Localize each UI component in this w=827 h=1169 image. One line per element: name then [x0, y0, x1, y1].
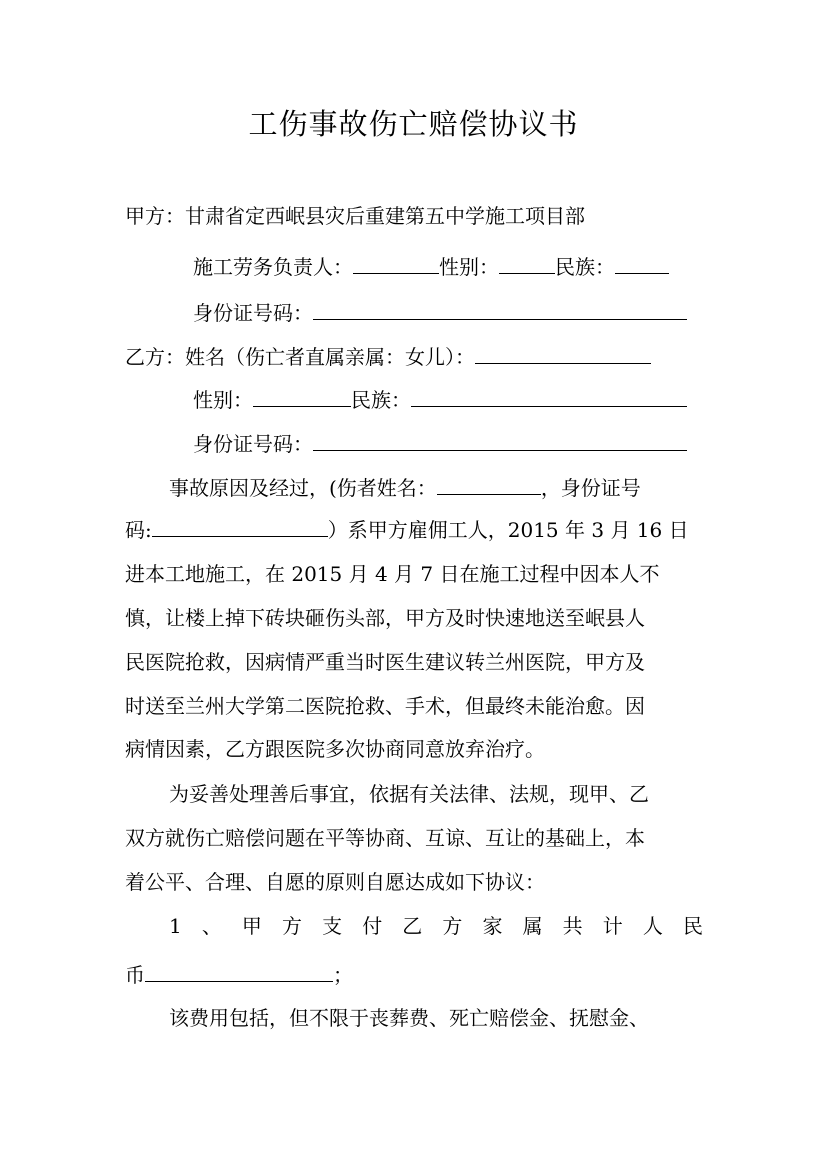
party-b-gender-blank[interactable]	[253, 384, 351, 407]
party-a-gender-blank[interactable]	[499, 251, 555, 274]
party-b-gender-line	[193, 384, 687, 414]
party-a-id-line	[193, 297, 687, 327]
clause-char: 1	[169, 914, 182, 938]
clause-char: 、	[201, 914, 222, 938]
party-a-ethnicity-label: 民族：	[555, 255, 615, 279]
accident-line-4: 慎，让楼上掉下砖块砸伤头部，甲方及时快速地送至岷县人	[125, 606, 645, 630]
party-b-ethnicity-label: 民族：	[351, 388, 411, 412]
clause-1-line-3: 该费用包括，但不限于丧葬费、死亡赔偿金、抚慰金、	[169, 1006, 649, 1030]
party-b-id-line	[193, 428, 687, 458]
clause-char: 共	[562, 914, 583, 938]
party-a-ethnicity-blank[interactable]	[615, 251, 669, 274]
clause-char: 人	[642, 914, 663, 938]
accident-line-6: 时送至兰州大学第二医院抢救、手术，但最终未能治愈。因	[125, 694, 645, 718]
labor-head-blank[interactable]	[353, 251, 439, 274]
accident-line-7: 病情因素，乙方跟医院多次协商同意放弃治疗。	[125, 737, 545, 761]
clause-text: 币	[125, 963, 145, 987]
document-title: 工伤事故伤亡赔偿协议书	[248, 107, 579, 141]
party-a-id-blank[interactable]	[313, 297, 687, 320]
accident-line-3: 进本工地施工，在 2015 月 4 月 7 日在施工过程中因本人不	[125, 562, 660, 586]
party-a-labor-head-line	[193, 251, 669, 281]
clause-char: 民	[682, 914, 703, 938]
party-a-line	[125, 202, 585, 230]
clause-1-line-2	[125, 959, 353, 989]
accident-text: ，身份证号	[540, 476, 641, 500]
party-a-label: 甲方：	[125, 204, 185, 228]
party-a-id-label: 身份证号码：	[193, 301, 313, 325]
injured-id-blank[interactable]	[152, 514, 328, 537]
clause-char: 计	[602, 914, 623, 938]
clause-char: 家	[482, 914, 503, 938]
purpose-line-1: 为妥善处理善后事宜，依据有关法律、法规，现甲、乙	[169, 782, 649, 806]
compensation-amount-blank[interactable]	[145, 959, 333, 982]
clause-char: 支	[322, 914, 343, 938]
clause-char: 方	[282, 914, 303, 938]
labor-head-label: 施工劳务负责人：	[193, 255, 353, 279]
clause-char: 甲	[241, 914, 262, 938]
clause-1-line-1	[169, 912, 703, 940]
accident-line-1	[169, 472, 641, 502]
accident-text: 码:	[125, 518, 152, 542]
party-b-name-label: 姓名（伤亡者直属亲属：女儿）：	[185, 345, 475, 369]
party-b-gender-label: 性别：	[193, 388, 253, 412]
injured-name-blank[interactable]	[437, 472, 541, 495]
accident-line-5: 民医院抢救，因病情严重当时医生建议转兰州医院，甲方及	[125, 650, 645, 674]
party-b-label: 乙方：	[125, 345, 185, 369]
party-b-line	[125, 341, 651, 371]
party-b-id-blank[interactable]	[313, 428, 687, 451]
party-a-name: 甘肃省定西岷县灾后重建第五中学施工项目部	[185, 204, 585, 228]
party-b-ethnicity-blank[interactable]	[411, 384, 687, 407]
party-a-gender-label: 性别：	[439, 255, 499, 279]
clause-char: 付	[362, 914, 383, 938]
accident-line-2	[125, 514, 689, 544]
clause-char: 乙	[402, 914, 423, 938]
accident-text: ）系甲方雇佣工人，2015 年 3 月 16 日	[327, 518, 689, 542]
clause-text: ；	[333, 963, 353, 987]
party-b-id-label: 身份证号码：	[193, 432, 313, 456]
purpose-line-3: 着公平、合理、自愿的原则自愿达成如下协议：	[125, 870, 545, 894]
accident-text: 事故原因及经过，(伤者姓名：	[169, 476, 437, 500]
clause-char: 方	[442, 914, 463, 938]
purpose-line-2: 双方就伤亡赔偿问题在平等协商、互谅、互让的基础上，本	[125, 826, 645, 850]
clause-char: 属	[522, 914, 543, 938]
party-b-name-blank[interactable]	[475, 341, 651, 364]
